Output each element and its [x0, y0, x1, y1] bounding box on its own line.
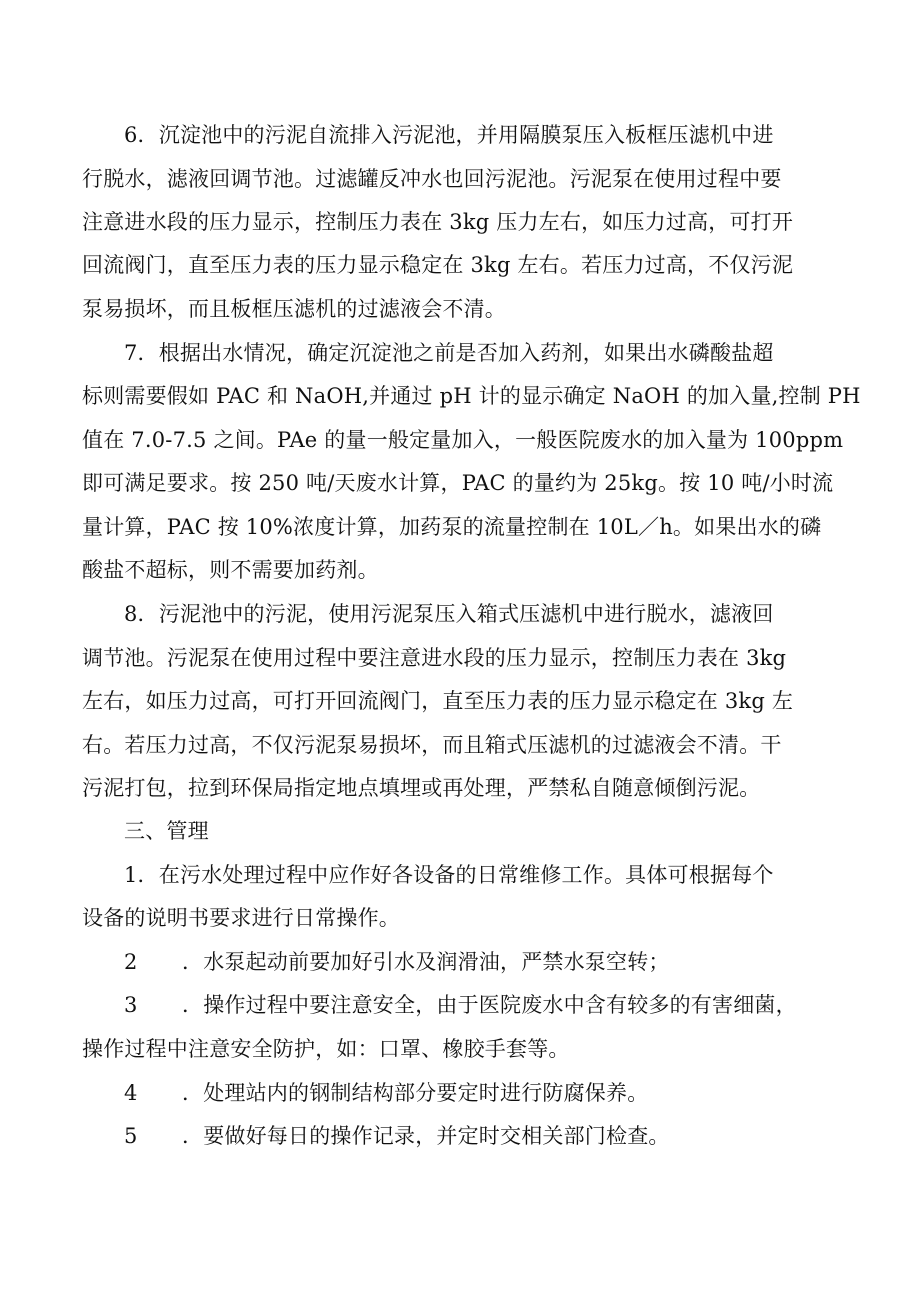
paragraph-7-line: 7．根据出水情况，确定沉淀池之前是否加入药剂，如果出水磷酸盐超 — [124, 341, 774, 365]
paragraph-6-line: 注意进水段的压力显示，控制压力表在 3kg 压力左右，如压力过高，可打开 — [82, 210, 794, 234]
item-number: 2 — [124, 950, 138, 974]
management-item-3-cont: 操作过程中注意安全防护，如：口罩、橡胶手套等。 — [82, 1037, 570, 1061]
item-text: ．处理站内的钢制结构部分要定时进行防腐保养。 — [182, 1081, 649, 1105]
paragraph-6-line: 泵易损坏，而且板框压滤机的过滤液会不清。 — [82, 297, 506, 321]
paragraph-8-line: 右。若压力过高，不仅污泥泵易损坏，而且箱式压滤机的过滤液会不清。干 — [82, 733, 782, 757]
management-item-1-cont: 设备的说明书要求进行日常操作。 — [82, 906, 400, 930]
paragraph-7-line: 酸盐不超标，则不需要加药剂。 — [82, 558, 379, 582]
paragraph-7-line: 即可满足要求。按 250 吨/天废水计算，PAC 的量约为 25kg。按 10 吨/小时流 — [82, 471, 834, 495]
paragraph-8-line: 8．污泥池中的污泥，使用污泥泵压入箱式压滤机中进行脱水，滤液回 — [124, 602, 774, 626]
paragraph-7-line: 值在 7.0-7.5 之间。PAe 的量一般定量加入，一般医院废水的加入量为 100ppm — [82, 428, 844, 452]
management-item-5 — [124, 1121, 670, 1151]
paragraph-7-line: 标则需要假如 PAC 和 NaOH,并通过 pH 计的显示确定 NaOH 的加入量,控制 PH — [82, 384, 861, 408]
item-number: 3 — [124, 993, 138, 1017]
paragraph-7-line: 量计算，PAC 按 10%浓度计算，加药泵的流量控制在 10L／h。如果出水的磷 — [82, 515, 822, 539]
paragraph-8-line: 污泥打包，拉到环保局指定地点填埋或再处理，严禁私自随意倾倒污泥。 — [82, 776, 761, 800]
paragraph-6-line: 行脱水，滤液回调节池。过滤罐反冲水也回污泥池。污泥泵在使用过程中要 — [82, 167, 782, 191]
item-text: ．水泵起动前要加好引水及润滑油，严禁水泵空转； — [182, 950, 670, 974]
paragraph-8-line: 调节池。污泥泵在使用过程中要注意进水段的压力显示，控制压力表在 3kg — [82, 646, 787, 670]
paragraph-6-line: 6．沉淀池中的污泥自流排入污泥池，并用隔膜泵压入板框压滤机中进 — [124, 123, 774, 147]
management-item-4 — [124, 1078, 648, 1108]
item-number: 5 — [124, 1124, 138, 1148]
management-item-1: 1．在污水处理过程中应作好各设备的日常维修工作。具体可根据每个 — [124, 863, 774, 887]
item-number: 4 — [124, 1081, 138, 1105]
paragraph-8-line: 左右，如压力过高，可打开回流阀门，直至压力表的压力显示稳定在 3kg 左 — [82, 689, 794, 713]
paragraph-6-line: 回流阀门，直至压力表的压力显示稳定在 3kg 左右。若压力过高，不仅污泥 — [82, 253, 794, 277]
item-text: ．要做好每日的操作记录，并定时交相关部门检查。 — [182, 1124, 670, 1148]
section-heading: 三、管理 — [124, 819, 209, 843]
item-text: ．操作过程中要注意安全，由于医院废水中含有较多的有害细菌， — [182, 993, 797, 1017]
management-item-2 — [124, 947, 670, 977]
management-item-3 — [124, 990, 797, 1020]
